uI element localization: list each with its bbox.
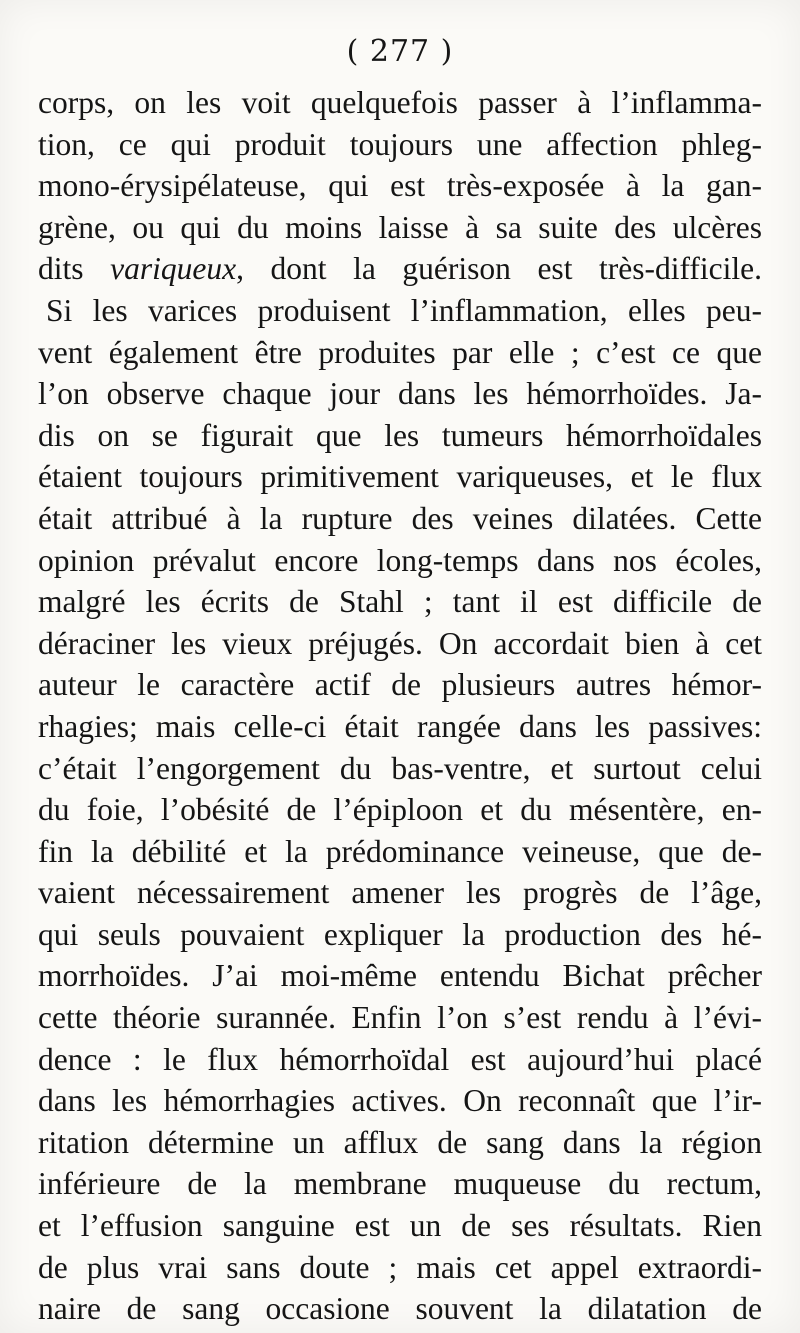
- text-line-13: malgré les écrits de Stahl ; tant il est difficile de: [38, 584, 762, 620]
- text-line-16: rhagies; mais celle-ci était rangée dans les passives:: [38, 708, 762, 744]
- text-line-26: ritation détermine un afflux de sang dans la région: [38, 1124, 762, 1160]
- text-line-22: morrhoïdes. J’ai moi-même entendu Bichat prêcher: [38, 958, 762, 994]
- text-line-8: l’on observe chaque jour dans les hémorrhoïdes. Ja-: [38, 376, 762, 412]
- text-line-30: naire de sang occasione souvent la dilatation de: [38, 1291, 762, 1327]
- text-line-24: dence : le flux hémorrhoïdal est aujourd’hui placé: [38, 1041, 762, 1077]
- text-line-5: [38, 248, 762, 290]
- page-number: ( 277 ): [346, 34, 454, 69]
- text-line-3: mono-érysipélateuse, qui est très-exposée à la gan-: [38, 168, 762, 204]
- text-line-9: dis on se figurait que les tumeurs hémorrhoïdales: [38, 417, 762, 453]
- text-line-19: fin la débilité et la prédominance veineuse, que de-: [38, 833, 762, 869]
- text-line-1: corps, on les voit quelquefois passer à l’inflamma-: [38, 85, 762, 120]
- text-line-5-start: dits: [38, 251, 111, 287]
- text-line-29: de plus vrai sans doute ; mais cet appel extraordi-: [38, 1249, 762, 1285]
- text-line-15: auteur le caractère actif de plusieurs autres hémor-: [38, 667, 762, 703]
- text-line-28: et l’effusion sanguine est un de ses résultats. Rien: [38, 1208, 762, 1244]
- text-line-23: cette théorie surannée. Enfin l’on s’est rendu à l’évi-: [38, 1000, 762, 1036]
- italic-word-variqueux: variqueux: [110, 251, 237, 287]
- text-line-6: Si les varices produisent l’inflammation, elles peu-: [46, 292, 762, 328]
- text-line-2: tion, ce qui produit toujours une affection phleg-: [38, 126, 762, 162]
- text-line-20: vaient nécessairement amener les progrès de l’âge,: [38, 875, 762, 911]
- text-line-14: déraciner les vieux préjugés. On accordait bien à cet: [38, 625, 762, 661]
- text-line-5-end: , dont la guérison est très-difficile.: [236, 251, 762, 287]
- text-line-27: inférieure de la membrane muqueuse du rectum,: [38, 1166, 762, 1202]
- text-line-4: grène, ou qui du moins laisse à sa suite des ulcères: [38, 209, 762, 245]
- body-text: [38, 82, 762, 1330]
- text-line-12: opinion prévalut encore long-temps dans nos écoles,: [38, 542, 762, 578]
- text-line-11: était attribué à la rupture des veines dilatées. Cette: [38, 500, 762, 536]
- text-line-10: étaient toujours primitivement variqueuses, et le flux: [38, 459, 762, 495]
- text-line-25: dans les hémorrhagies actives. On reconnaît que l’ir-: [38, 1083, 762, 1119]
- text-line-18: du foie, l’obésité de l’épiploon et du mésentère, en-: [38, 792, 762, 828]
- text-line-21: qui seuls pouvaient expliquer la production des hé-: [38, 916, 762, 952]
- text-line-7: vent également être produites par elle ; c’est ce que: [38, 334, 762, 370]
- text-line-17: c’était l’engorgement du bas-ventre, et surtout celui: [38, 750, 762, 786]
